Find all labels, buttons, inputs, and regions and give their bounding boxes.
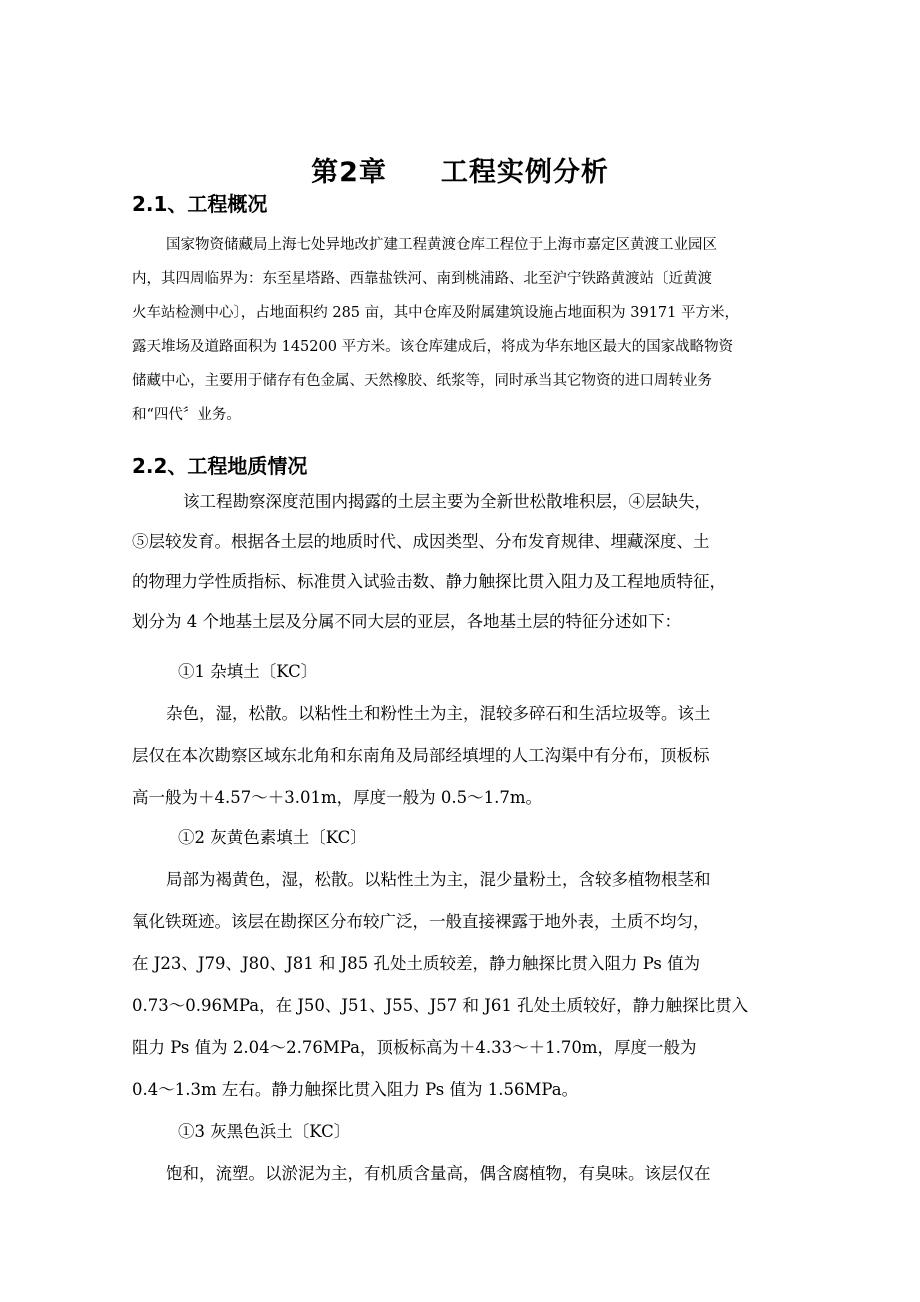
paragraph-line: 内，其四周临界为：东至星塔路、西靠盐铁河、南到桃浦路、北至沪宁铁路黄渡站〔近黄渡 — [132, 271, 712, 287]
paragraph-line: 0.73～0.96MPa，在 J50、J51、J55、J57 和 J61 孔处土质较好，静力触探比贯入 — [132, 996, 749, 1015]
paragraph-line: 氧化铁斑迹。该层在勘探区分布较广泛，一般直接裸露于地外表，土质不均匀， — [132, 912, 710, 931]
paragraph-line: 层仅在本次勘察区域东北角和东南角及局部经填埋的人工沟渠中有分布，顶板标 — [132, 746, 710, 765]
chapter-title — [0, 150, 920, 189]
paragraph-line: ⑤层较发育。根据各土层的地质时代、成因类型、分布发育规律、埋藏深度、土 — [132, 532, 710, 551]
paragraph-line: 储藏中心，主要用于储存有色金属、天然橡胶、纸浆等，同时承当其它物资的进口周转业务 — [132, 373, 712, 389]
paragraph-line: 该工程勘察深度范围内揭露的土层主要为全新世松散堆积层，④层缺失， — [183, 492, 711, 511]
paragraph-line: 露天堆场及道路面积为 145200 平方米。该仓库建成后，将成为华东地区最大的国家战略物资 — [132, 339, 734, 355]
paragraph-line: 的物理力学性质指标、标准贯入试验击数、静力触探比贯入阻力及工程地质特征， — [132, 572, 726, 591]
section-heading-2-1: 2.1、工程概况 — [132, 192, 268, 216]
paragraph-line: 0.4～1.3m 左右。静力触探比贯入阻力 Ps 值为 1.56MPa。 — [132, 1080, 579, 1099]
subsection-label: ①2 灰黄色素填土〔KC〕 — [178, 828, 367, 847]
paragraph-line: 饱和，流塑。以淤泥为主，有机质含量高，偶含腐植物，有臭味。该层仅在 — [166, 1164, 711, 1183]
subsection-label: ①3 灰黑色浜土〔KC〕 — [178, 1122, 351, 1141]
paragraph-line: 高一般为＋4.57～＋3.01m，厚度一般为 0.5～1.7m。 — [132, 788, 542, 807]
paragraph-line: 阻力 Ps 值为 2.04～2.76MPa，顶板标高为＋4.33～＋1.70m，厚度一般为 — [132, 1038, 697, 1057]
paragraph-line: 在 J23、J79、J80、J81 和 J85 孔处土质较差，静力触探比贯入阻力 Ps 值为 — [132, 954, 701, 973]
chapter-name: 工程实例分析 — [440, 157, 609, 188]
paragraph-line: 划分为 4 个地基土层及分属不同大层的亚层，各地基土层的特征分述如下： — [132, 612, 681, 631]
subsection-label: ①1 杂填土〔KC〕 — [178, 662, 318, 681]
paragraph-line: 国家物资储藏局上海七处异地改扩建工程黄渡仓库工程位于上海市嘉定区黄渡工业园区 — [166, 237, 717, 253]
section-heading-2-2: 2.2、工程地质情况 — [132, 454, 308, 478]
paragraph-line: 和“四代〞业务。 — [132, 407, 241, 423]
paragraph-line: 杂色，湿，松散。以粘性土和粉性土为主，混较多碎石和生活垃圾等。该土 — [166, 704, 711, 723]
chapter-number: 第2章 — [311, 157, 387, 188]
paragraph-line: 局部为褐黄色，湿，松散。以粘性土为主，混少量粉土，含较多植物根茎和 — [166, 870, 711, 889]
paragraph-line: 火车站检测中心〕，占地面积约 285 亩，其中仓库及附属建筑设施占地面积为 39171 平方米， — [132, 305, 739, 321]
